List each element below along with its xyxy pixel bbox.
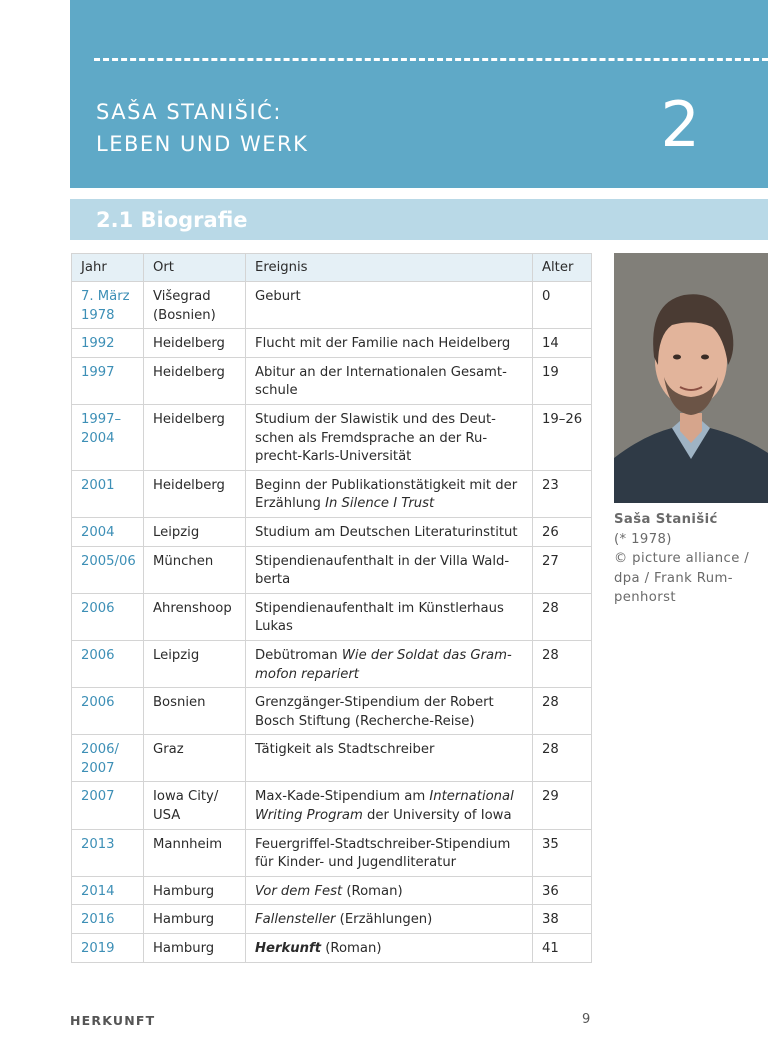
caption-credit: © picture alliance / dpa / Frank Rumpenhorst (614, 551, 750, 605)
cell-age: 23 (533, 470, 592, 517)
event-text: der University of Iowa (362, 808, 512, 824)
cell-place: Leipzig (144, 640, 246, 687)
cell-year: 2007 (72, 782, 144, 829)
cell-year: 2019 (72, 934, 144, 963)
table-row (72, 876, 592, 905)
cell-year: 2014 (72, 876, 144, 905)
cell-age: 41 (533, 934, 592, 963)
table-header-row (72, 254, 592, 282)
table-row (72, 404, 592, 470)
column-header-age: Alter (533, 254, 592, 282)
table-row (72, 282, 592, 329)
cell-event (246, 905, 533, 934)
cell-year: 2006 (72, 640, 144, 687)
cell-year: 2013 (72, 829, 144, 876)
cell-year: 7. März 1978 (72, 282, 144, 329)
cell-event (246, 782, 533, 829)
cell-year: 2005/06 (72, 546, 144, 593)
cell-event (246, 282, 533, 329)
cell-age: 38 (533, 905, 592, 934)
cell-event (246, 470, 533, 517)
cell-year: 2001 (72, 470, 144, 517)
cell-place: Leipzig (144, 517, 246, 546)
dashed-divider (94, 58, 768, 61)
cell-year: 1997 (72, 357, 144, 404)
cell-year: 1997–2004 (72, 404, 144, 470)
event-text: Studium der Slawistik und des Deutschen als Fremdsprache an der Ruprecht-Karls-Universität (255, 411, 496, 465)
column-header-year: Jahr (72, 254, 144, 282)
event-text: (Roman) (342, 883, 403, 899)
table-row (72, 782, 592, 829)
event-title-text: Fallensteller (255, 912, 336, 928)
cell-year: 1992 (72, 329, 144, 358)
cell-year: 2006/ 2007 (72, 735, 144, 782)
cell-age: 28 (533, 688, 592, 735)
cell-event (246, 735, 533, 782)
event-text: Geburt (255, 289, 301, 304)
cell-event (246, 404, 533, 470)
event-text: Feuergriffel-Stadtschreiber-Stipendium für Kinder- und Jugendliteratur (255, 836, 511, 871)
event-text: Beginn der Publikationstätigkeit mit der Erzählung (255, 477, 518, 512)
cell-event (246, 829, 533, 876)
chapter-title: SAŠA STANIŠIĆ: LEBEN UND WERK (96, 100, 309, 156)
cell-place: Hamburg (144, 934, 246, 963)
cell-event (246, 329, 533, 358)
event-title-text: Vor dem Fest (255, 883, 343, 899)
event-text: Tätigkeit als Stadtschreiber (255, 742, 435, 758)
cell-place: Ahrenshoop (144, 593, 246, 640)
cell-event (246, 546, 533, 593)
event-title-text: Herkunft (255, 941, 322, 957)
table-row (72, 357, 592, 404)
event-text: Studium am Deutschen Literaturinstitut (255, 524, 518, 540)
table-row (72, 546, 592, 593)
cell-year: 2016 (72, 905, 144, 934)
cell-year: 2006 (72, 593, 144, 640)
event-text: Debütroman (255, 647, 342, 663)
cell-age: 35 (533, 829, 592, 876)
photo-caption (614, 510, 764, 608)
event-text: Grenzgänger-Stipendium der Robert Bosch Stiftung (Recherche-Reise) (255, 695, 494, 729)
table-row (72, 329, 592, 358)
cell-age: 19–26 (533, 404, 592, 470)
author-photo (614, 253, 768, 503)
event-text: Stipendienaufenthalt im Künstlerhaus Lukas (255, 600, 504, 635)
event-text: (Roman) (321, 941, 382, 957)
event-text: Stipendienaufenthalt in der Villa Waldberta (255, 553, 510, 588)
chapter-number: 2 (660, 88, 700, 161)
table-row (72, 593, 592, 640)
cell-age: 26 (533, 517, 592, 546)
cell-age: 28 (533, 640, 592, 687)
cell-place: Heidelberg (144, 329, 246, 358)
table-body (72, 282, 592, 963)
table-row (72, 517, 592, 546)
biography-table (71, 253, 592, 963)
cell-event (246, 688, 533, 735)
cell-age: 0 (533, 282, 592, 329)
table-row (72, 688, 592, 735)
event-text: Max-Kade-Stipendium am (255, 789, 430, 805)
cell-age: 36 (533, 876, 592, 905)
cell-age: 19 (533, 357, 592, 404)
table-row (72, 905, 592, 934)
cell-place: Heidelberg (144, 357, 246, 404)
cell-age: 29 (533, 782, 592, 829)
cell-place: Mannheim (144, 829, 246, 876)
event-text: Flucht mit der Familie nach Heidelberg (255, 336, 511, 352)
section-header (70, 199, 768, 240)
chapter-header (70, 0, 768, 188)
cell-age: 14 (533, 329, 592, 358)
cell-place: Hamburg (144, 876, 246, 905)
portrait-illustration (614, 253, 768, 503)
caption-name: Saša Stanišić (614, 512, 718, 527)
cell-place: Bosnien (144, 688, 246, 735)
event-title-text: In Silence I Trust (325, 496, 435, 512)
cell-event (246, 876, 533, 905)
cell-age: 27 (533, 546, 592, 593)
running-footer: HERKUNFT (70, 1013, 156, 1028)
event-text: Abitur an der Internationalen Gesamtschule (255, 364, 507, 399)
table-row (72, 829, 592, 876)
cell-event (246, 640, 533, 687)
cell-place: München (144, 546, 246, 593)
cell-place: Graz (144, 735, 246, 782)
cell-place: Višegrad (Bosnien) (144, 282, 246, 329)
column-header-place: Ort (144, 254, 246, 282)
table-row (72, 934, 592, 963)
cell-event (246, 357, 533, 404)
cell-age: 28 (533, 593, 592, 640)
caption-birth: (* 1978) (614, 531, 672, 547)
cell-event (246, 934, 533, 963)
table-row (72, 735, 592, 782)
cell-place: Hamburg (144, 905, 246, 934)
cell-year: 2004 (72, 517, 144, 546)
cell-place: Heidelberg (144, 404, 246, 470)
table-row (72, 470, 592, 517)
event-text: (Erzählungen) (335, 912, 433, 928)
page-number: 9 (582, 1012, 591, 1027)
cell-age: 28 (533, 735, 592, 782)
cell-year: 2006 (72, 688, 144, 735)
cell-event (246, 593, 533, 640)
event-title-text: Wie der Soldat das Grammofon repariert (255, 647, 512, 682)
cell-place: Iowa City/ USA (144, 782, 246, 829)
column-header-event: Ereignis (246, 254, 533, 282)
table-row (72, 640, 592, 687)
section-title: 2.1 Biografie (96, 208, 248, 232)
cell-place: Heidelberg (144, 470, 246, 517)
event-title-text: International Writing Program (255, 789, 514, 824)
cell-event (246, 517, 533, 546)
